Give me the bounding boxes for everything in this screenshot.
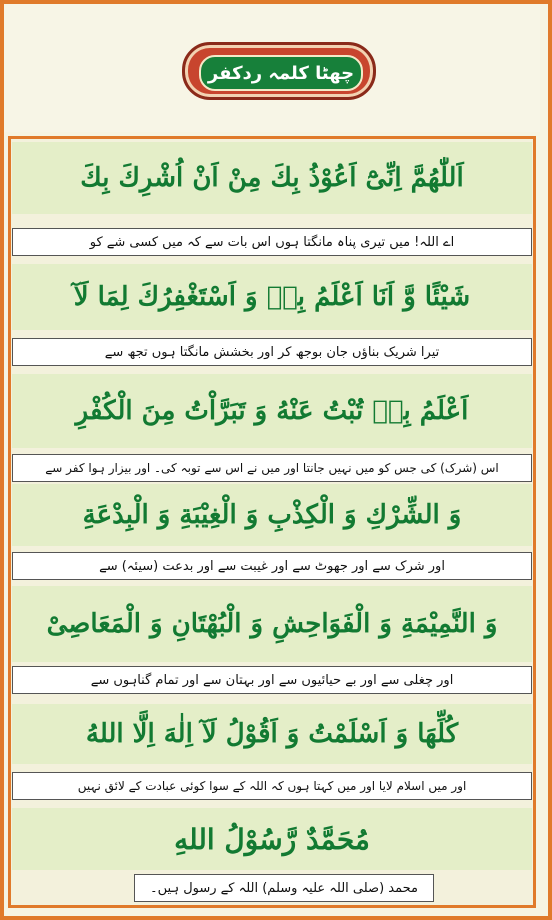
- arabic-line-6: كُلِّهَا وَ اَسْلَمْتُ وَ اَقُوْلُ لَآ اِلٰهَ اِلَّا اللهُ: [12, 704, 532, 764]
- urdu-line-2: تیرا شریک بناؤں جان بوجھ کر اور بخشش مانگتا ہوں تجھ سے: [12, 338, 532, 366]
- arabic-line-5: وَ النَّمِيْمَةِ وَ الْفَوَاحِشِ وَ الْبُهْتَانِ وَ الْمَعَاصِىْ: [12, 586, 532, 662]
- urdu-line-1: اے اللہ! میں تیری پناہ مانگتا ہوں اس بات سے کہ میں کسی شے کو: [12, 228, 532, 256]
- arabic-line-1: اَللّٰهُمَّ اِنِّىْٓ اَعُوْذُ بِكَ مِنْ اَنْ اُشْرِكَ بِكَ: [12, 142, 532, 214]
- arabic-line-2: شَيْئًا وَّ اَنَا اَعْلَمُ بِهٖ وَ اَسْتَغْفِرُكَ لِمَا لَآ: [12, 264, 532, 330]
- urdu-line-6: اور میں اسلام لایا اور میں کہتا ہوں کہ اللہ کے سوا کوئی عبادت کے لائق نہیں: [12, 772, 532, 800]
- urdu-line-7: محمد (صلی اللہ علیہ وسلم) اللہ کے رسول ہیں۔: [134, 874, 434, 902]
- title-badge: [182, 42, 376, 100]
- kalima-title: چھٹا کلمہ ردکفر: [199, 55, 363, 91]
- arabic-line-7: مُحَمَّدٌ رَّسُوْلُ اللهِ: [12, 808, 532, 870]
- header-area: [4, 4, 540, 132]
- arabic-line-3: اَعْلَمُ بِهٖ تُبْتُ عَنْهُ وَ تَبَرَّاْتُ مِنَ الْكُفْرِ: [12, 374, 532, 448]
- arabic-line-4: وَ الشِّرْكِ وَ الْكِذْبِ وَ الْغِيْبَةِ وَ الْبِدْعَةِ: [12, 484, 532, 546]
- urdu-line-4: اور شرک سے اور جھوٹ سے اور غیبت سے اور بدعت (سیئہ) سے: [12, 552, 532, 580]
- urdu-line-3: اس (شرک) کی جس کو میں نہیں جانتا اور میں نے اس سے توبہ کی۔ اور بیزار ہوا کفر سے: [12, 454, 532, 482]
- urdu-line-5: اور چغلی سے اور بے حیائیوں سے اور بہتان سے اور تمام گناہوں سے: [12, 666, 532, 694]
